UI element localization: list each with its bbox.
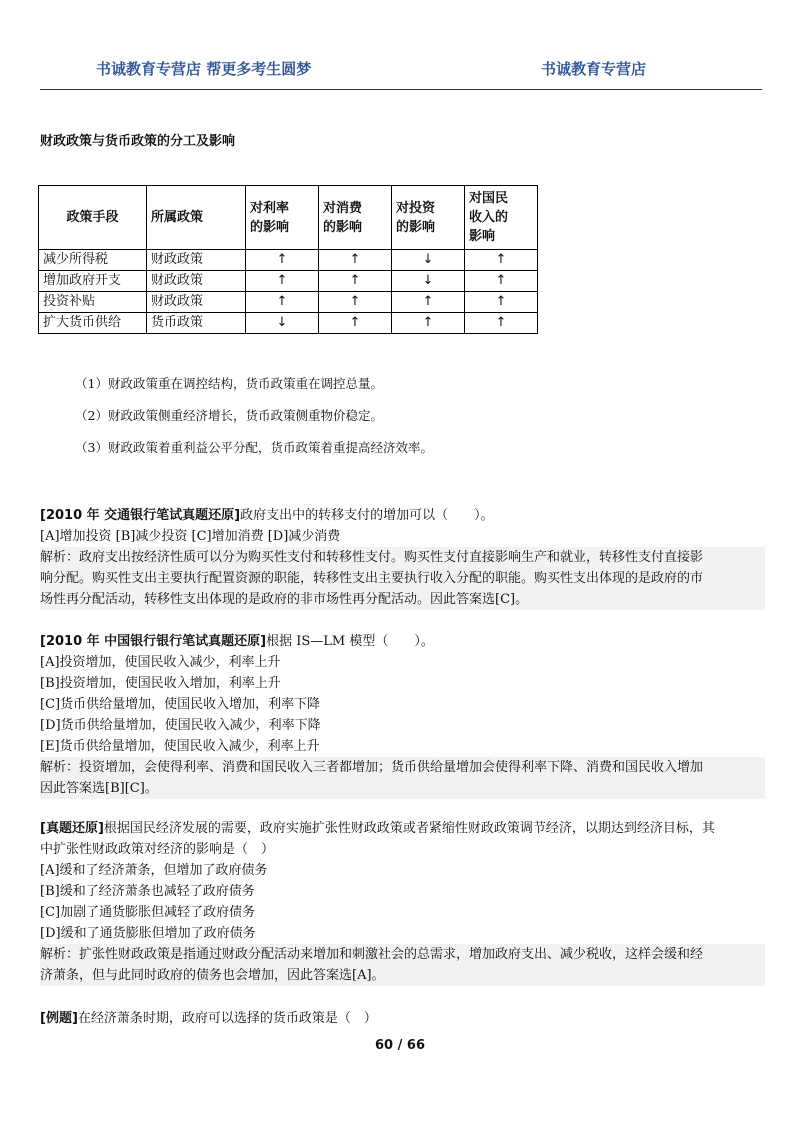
header-line: 对利率 [250, 200, 290, 216]
option-item: [D]货币供给量增加，使国民收入减少，利率下降 [40, 718, 321, 733]
option-item: [C]加剧了通货膨胀但减轻了政府债务 [40, 905, 256, 920]
table-row [39, 250, 538, 271]
explanation-line: 解析：投资增加，会使得利率、消费和国民收入三者都增加；货币供给量增加会使得利率下降、消费和国民收入增加 [40, 760, 704, 775]
note-item: （2）财政政策侧重经济增长，货币政策侧重物价稳定。 [75, 408, 383, 423]
section-title: 财政政策与货币政策的分工及影响 [40, 134, 236, 149]
arrow-cell: ↓ [246, 313, 319, 334]
question-1 [40, 505, 765, 610]
header-line: 收入的 [469, 210, 509, 225]
current-page: 60 [375, 1038, 394, 1053]
table-row [39, 313, 538, 334]
arrow-cell: ↑ [465, 250, 538, 271]
header-line: 的影响 [396, 219, 436, 235]
arrow-cell: ↑ [465, 292, 538, 313]
header-line: 所属政策 [151, 210, 204, 225]
question-2 [40, 631, 765, 799]
explanation-line: 响分配。购买性支出主要执行配置资源的职能，转移性支出主要执行收入分配的职能。购买性支出体现的是政府的市 [40, 571, 704, 586]
arrow-cell: ↑ [319, 271, 392, 292]
header-line: 政策手段 [66, 210, 119, 225]
header-cell [319, 186, 392, 250]
arrow-cell: ↑ [246, 292, 319, 313]
table-cell: 投资补贴 [39, 292, 147, 313]
question-options: [A]增加投资 [B]减少投资 [C]增加消费 [D]减少消费 [40, 529, 341, 544]
arrow-cell: ↑ [392, 313, 465, 334]
option-item: [B]投资增加，使国民收入增加，利率上升 [40, 676, 281, 691]
question-stem: 政府支出中的转移支付的增加可以（ ）。 [240, 508, 494, 523]
header-line: 的影响 [250, 219, 290, 235]
header-cell [465, 186, 538, 250]
header-cell [147, 186, 246, 250]
question-stem: 中扩张性财政政策对经济的影响是（ ） [40, 842, 275, 857]
table-row [39, 271, 538, 292]
header-line: 对投资 [396, 200, 436, 216]
arrow-cell: ↓ [392, 271, 465, 292]
header-cell [246, 186, 319, 250]
table-cell: 减少所得税 [39, 250, 147, 271]
explanation-line: 解析：政府支出按经济性质可以分为购买性支付和转移性支付。购买性支付直接影响生产和就业，转移性支付直接影 [40, 550, 704, 565]
explanation-line: 济萧条，但与此同时政府的债务也会增加，因此答案选[A]。 [40, 968, 385, 983]
option-item: [C]货币供给量增加，使国民收入增加，利率下降 [40, 697, 321, 712]
policy-table [38, 185, 538, 334]
header-line: 的影响 [323, 219, 363, 235]
explanation-line: 解析：扩张性财政政策是指通过财政分配活动来增加和刺激社会的总需求，增加政府支出、减少税收，这样会缓和经 [40, 947, 704, 962]
question-tag: [2010 年 交通银行笔试真题还原] [40, 508, 241, 523]
header-right-text: 书诚教育专营店 [541, 60, 647, 78]
note-item: （3）财政政策着重利益公平分配，货币政策着重提高经济效率。 [75, 440, 433, 455]
option-item: [D]缓和了通货膨胀但增加了政府债务 [40, 926, 256, 941]
option-item: [E]货币供给量增加，使国民收入减少，利率上升 [40, 739, 320, 754]
table-cell: 财政政策 [147, 250, 246, 271]
arrow-cell: ↑ [392, 292, 465, 313]
arrow-cell: ↑ [246, 271, 319, 292]
page-number: 60 / 66 [375, 1038, 425, 1053]
table-cell: 财政政策 [147, 292, 246, 313]
header-line: 影响 [469, 229, 496, 244]
question-3 [40, 818, 765, 986]
notes-list [75, 376, 433, 472]
arrow-cell: ↑ [465, 313, 538, 334]
header-cell [39, 186, 147, 250]
arrow-cell: ↑ [465, 271, 538, 292]
header-divider [40, 89, 762, 90]
explanation-line: 场性再分配活动，转移性支出体现的是政府的非市场性再分配活动。因此答案选[C]。 [40, 592, 529, 607]
header-cell [392, 186, 465, 250]
table-header-row [39, 186, 538, 250]
header-line: 对消费 [323, 200, 363, 216]
question-tag: [真题还原] [40, 821, 104, 836]
arrow-cell: ↑ [246, 250, 319, 271]
table-row [39, 292, 538, 313]
option-item: [A]缓和了经济萧条，但增加了政府债务 [40, 863, 268, 878]
question-explanation [40, 547, 765, 610]
total-pages: 66 [406, 1038, 425, 1053]
arrow-cell: ↑ [319, 313, 392, 334]
option-item: [A]投资增加，使国民收入减少，利率上升 [40, 655, 281, 670]
option-item: [B]缓和了经济萧条也减轻了政府债务 [40, 884, 255, 899]
explanation-line: 因此答案选[B][C]。 [40, 781, 158, 796]
note-item: （1）财政政策重在调控结构，货币政策重在调控总量。 [75, 376, 383, 391]
question-stem: 根据国民经济发展的需要，政府实施扩张性财政政策或者紧缩性财政政策调节经济，以期达到经济目标，其 [103, 821, 715, 836]
page-header [0, 0, 800, 95]
table-cell: 扩大货币供给 [39, 313, 147, 334]
arrow-cell: ↑ [319, 250, 392, 271]
question-4 [40, 1008, 765, 1029]
question-tag: [2010 年 中国银行银行笔试真题还原] [40, 634, 267, 649]
question-stem: 根据 IS—LM 模型（ ）。 [266, 634, 434, 649]
table-cell: 货币政策 [147, 313, 246, 334]
question-stem: 在经济萧条时期，政府可以选择的货币政策是（ ） [77, 1011, 377, 1026]
arrow-cell: ↑ [319, 292, 392, 313]
question-explanation [40, 944, 765, 986]
table-cell: 财政政策 [147, 271, 246, 292]
arrow-cell: ↓ [392, 250, 465, 271]
header-line: 对国民 [469, 191, 509, 206]
question-explanation [40, 757, 765, 799]
question-tag: [例题] [40, 1011, 78, 1026]
table-cell: 增加政府开支 [39, 271, 147, 292]
header-left-text: 书诚教育专营店 帮更多考生圆梦 [96, 60, 312, 78]
